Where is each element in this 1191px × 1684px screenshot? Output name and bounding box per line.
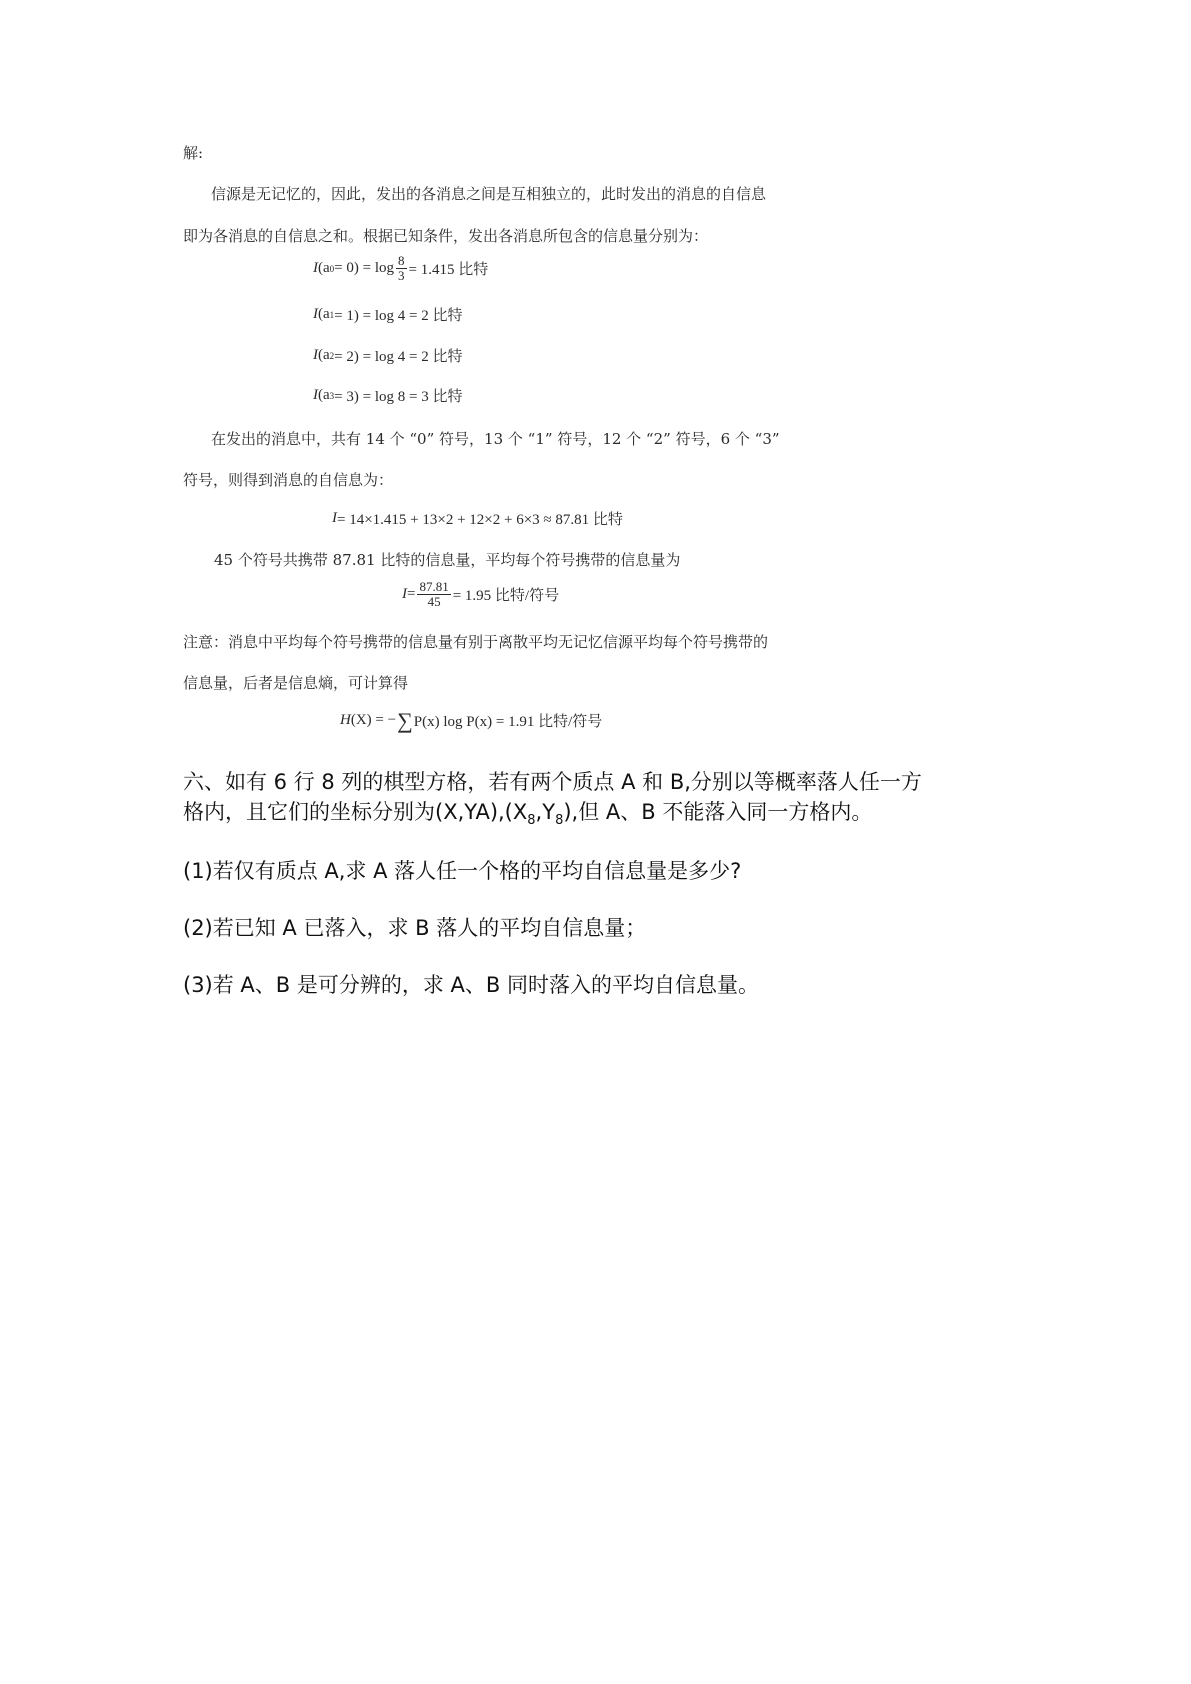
eq2-body: = 2) = log 4 = 2 比特 xyxy=(334,349,463,365)
sum-icon: ∑ xyxy=(397,708,413,733)
note-line2: 信息量，后者是信息熵，可计算得 xyxy=(183,674,409,692)
eq0-arg: (a xyxy=(318,260,330,276)
eq1-body: = 1) = log 4 = 2 比特 xyxy=(334,308,463,324)
average-equation: I = $\frac{87.81}{45}$ = 1.95 比特/符号 xyxy=(402,579,560,609)
eq0-denominator: 3 xyxy=(398,268,405,283)
avg-fraction xyxy=(417,580,450,609)
equation-a3 xyxy=(313,385,462,406)
eq3-subscript: 3 xyxy=(329,390,335,401)
question-line2-c: ),但 A、B 不能落入同一方格内。 xyxy=(563,800,873,824)
eq0-numerator: 8 xyxy=(398,253,405,268)
question-line2 xyxy=(183,796,872,828)
question-line1: 六、如有 6 行 8 列的棋型方格，若有两个质点 A 和 B,分别以等概率落人任一方 xyxy=(183,770,922,794)
eq0-middle: = 0) = log xyxy=(334,260,394,276)
avg-denominator: 45 xyxy=(427,594,441,609)
eq1-symbol: I xyxy=(313,306,318,322)
count-line1: 在发出的消息中，共有 14 个 “0” 符号，13 个 “1” 符号，12 个 “2” 符号，6 个 “3” xyxy=(211,430,780,448)
avg-symbol: I xyxy=(402,586,407,602)
entropy-equation xyxy=(340,710,602,731)
eq0-subscript: 0 xyxy=(329,263,335,274)
eq2-subscript: 2 xyxy=(329,350,335,361)
scanned-solution xyxy=(0,0,1191,800)
entropy-symbol: H xyxy=(340,712,351,728)
total-body: = 14×1.415 + 13×2 + 12×2 + 6×3 ≈ 87.81 比特 xyxy=(337,512,623,528)
solution-label: 解: xyxy=(183,144,204,162)
eq3-symbol: I xyxy=(313,387,318,403)
question-line2-a: 格内，且它们的坐标分别为(X,YA),(X xyxy=(183,800,528,824)
avg-result: = 1.95 比特/符号 xyxy=(452,588,560,604)
eq0-symbol: I xyxy=(313,260,318,276)
eq0-fraction xyxy=(396,254,407,283)
question-line2-subscript2: 8 xyxy=(555,813,564,828)
equation-a1 xyxy=(313,304,462,325)
entropy-middle: (X) = − xyxy=(350,712,397,728)
avg-numerator: 87.81 xyxy=(419,579,449,594)
total-symbol: I xyxy=(332,510,337,526)
eq2-arg: (a xyxy=(318,347,330,363)
note-line1: 注意：消息中平均每个符号携带的信息量有别于离散平均无记忆信源平均每个符号携带的 xyxy=(183,633,769,651)
question-part3: (3)若 A、B 是可分辨的，求 A、B 同时落入的平均自信息量。 xyxy=(183,973,759,997)
solution-intro-line2: 即为各消息的自信息之和。根据已知条件，发出各消息所包含的信息量分别为： xyxy=(183,227,709,245)
question-line2-b: ,Y xyxy=(535,800,556,824)
eq0-result: = 1.415 比特 xyxy=(408,262,489,278)
total-equation xyxy=(332,508,623,529)
average-text: 45 个符号共携带 87.81 比特的信息量，平均每个符号携带的信息量为 xyxy=(214,551,681,569)
eq1-arg: (a xyxy=(318,306,330,322)
eq1-subscript: 1 xyxy=(329,309,335,320)
solution-intro-line1: 信源是无记忆的，因此，发出的各消息之间是互相独立的，此时发出的消息的自信息 xyxy=(211,185,767,203)
question-part1: (1)若仅有质点 A,求 A 落人任一个格的平均自信息量是多少? xyxy=(183,859,742,883)
count-line2: 符号，则得到消息的自信息为： xyxy=(183,471,394,489)
question-part2: (2)若已知 A 已落入，求 B 落人的平均自信息量； xyxy=(183,916,647,940)
eq2-symbol: I xyxy=(313,347,318,363)
eq3-body: = 3) = log 8 = 3 比特 xyxy=(334,389,463,405)
equation-a0 xyxy=(313,254,488,283)
entropy-result: P(x) log P(x) = 1.91 比特/符号 xyxy=(413,714,603,730)
equation-a2 xyxy=(313,345,462,366)
eq3-arg: (a xyxy=(318,387,330,403)
question-line2-subscript1: 8 xyxy=(527,813,536,828)
